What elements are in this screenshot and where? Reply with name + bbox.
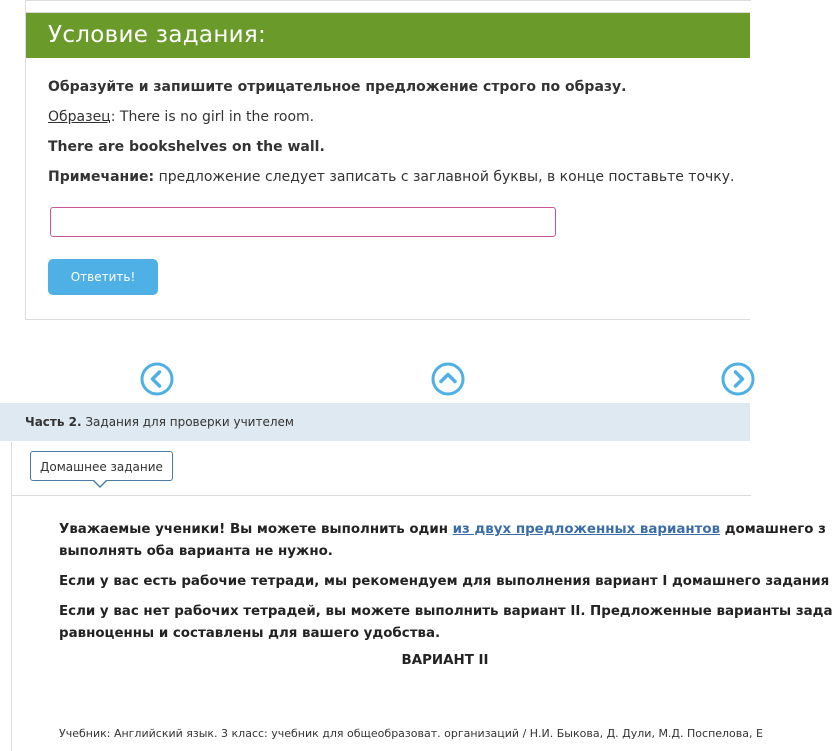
submit-button[interactable]: Ответить! bbox=[48, 259, 158, 295]
task-note bbox=[48, 168, 750, 187]
task-header: Условие задания: bbox=[26, 13, 750, 58]
homework-paragraph-2: Если у вас есть рабочие тетради, мы рекомендуем для выполнения вариант I домашнего задания bbox=[59, 574, 830, 589]
task-card bbox=[25, 12, 750, 320]
task-sentence: There are bookshelves on the wall. bbox=[48, 139, 325, 155]
homework-paragraph-1 bbox=[59, 519, 826, 563]
variant-title: ВАРИАНТ II bbox=[401, 653, 489, 668]
tab-row bbox=[11, 442, 751, 496]
sample-text: : There is no girl in the room. bbox=[110, 109, 315, 125]
variants-link[interactable]: из двух предложенных вариантов bbox=[452, 522, 721, 537]
tab-homework[interactable]: Домашнее задание bbox=[30, 451, 173, 481]
task-instruction: Образуйте и запишите отрицательное предложение строго по образу. bbox=[48, 79, 627, 95]
task-body bbox=[26, 58, 750, 295]
homework-body bbox=[12, 495, 833, 668]
part-title: Задания для проверки учителем bbox=[81, 415, 294, 429]
chevron-left-icon[interactable] bbox=[140, 362, 174, 396]
part-bar bbox=[0, 403, 750, 441]
paragraph-1-end: домашнего з bbox=[720, 522, 826, 537]
chevron-right-icon[interactable] bbox=[721, 362, 755, 396]
homework-section bbox=[11, 495, 833, 751]
tab-pointer bbox=[92, 480, 108, 488]
task-sample bbox=[48, 108, 750, 127]
paragraph-1-line-2: выполнять оба варианта не нужно. bbox=[59, 544, 333, 559]
homework-paragraph-3 bbox=[59, 601, 833, 645]
note-text: предложение следует записать с заглавной буквы, в конце поставьте точку. bbox=[154, 169, 735, 185]
textbook-reference: Учебник: Английский язык. 3 класс: учебник для общеобразоват. организаций / Н.И. Быкова, Д. Дули, М.Д. Поспелова, Е bbox=[59, 727, 763, 740]
paragraph-3-line-2: равноценны и составлены для вашего удобства. bbox=[59, 626, 441, 641]
note-label: Примечание: bbox=[48, 169, 155, 185]
sample-label: Образец bbox=[48, 109, 111, 125]
part-label: Часть 2. bbox=[25, 415, 82, 429]
answer-input[interactable] bbox=[50, 207, 556, 237]
paragraph-1-start: Уважаемые ученики! Вы можете выполнить один bbox=[59, 522, 453, 537]
chevron-up-icon[interactable] bbox=[431, 362, 465, 396]
paragraph-3-line-1: Если у вас нет рабочих тетрадей, вы можете выполнить вариант II. Предложенные варианты зада bbox=[59, 604, 833, 619]
